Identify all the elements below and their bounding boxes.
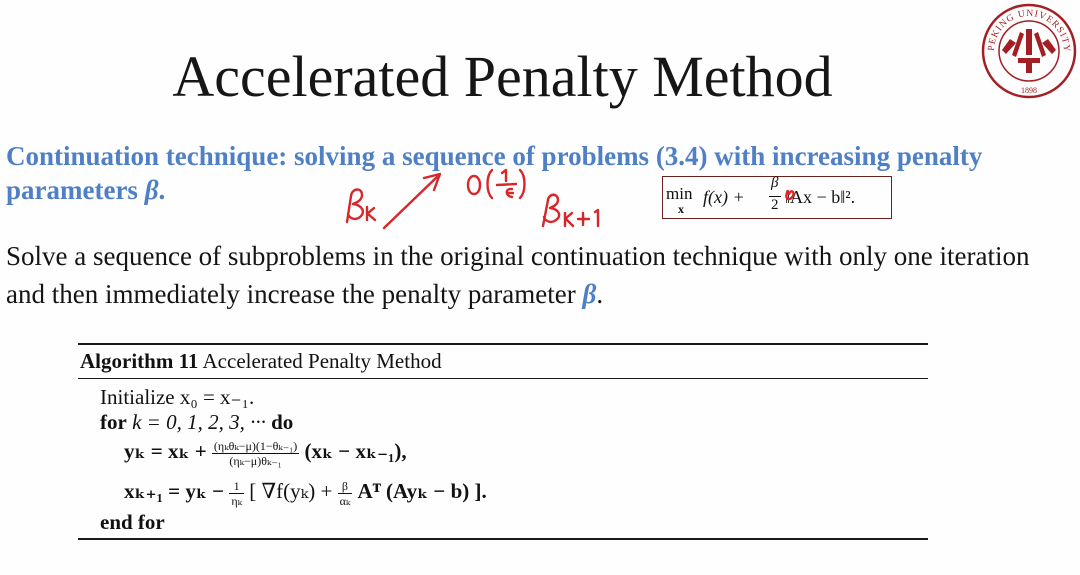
x-update-fraction-1: $\frac{1}{\text{ηₖ}}$ (231, 478, 242, 508)
logo-arc-text: PEKING UNIVERSITY (986, 8, 1072, 53)
handwritten-beta-k1 (543, 195, 559, 226)
algorithm-init-line: Initialize x₀ = x₋₁. (100, 385, 255, 409)
y-update-fraction: $\frac{\text{(ηₖθₖ−μ)(1−θₖ₋₁)}}{\text{(ηₖ−μ)θₖ₋₁}}$ (213, 438, 298, 468)
handwritten-arrow (384, 176, 438, 228)
beta-symbol: β (144, 175, 159, 205)
algorithm-bottom-rule (78, 538, 928, 540)
formula-min: min (666, 184, 693, 203)
formula-right: ‖Ax − b‖². (785, 187, 856, 207)
logo-year: 1898 (1021, 86, 1037, 95)
formula-min-subscript: x (678, 202, 684, 216)
handwritten-o-epsilon (468, 176, 480, 194)
body-paragraph: Solve a sequence of subproblems in the original continuation technique with only one iteration and then immediately increase the penalty parameter β. (6, 241, 1030, 309)
formula-frac-den: 2 (771, 197, 779, 213)
handwritten-beta-k (347, 189, 363, 222)
beta-symbol-body: β (582, 279, 597, 309)
slide-title: Accelerated Penalty Method (172, 44, 833, 109)
algorithm-x-update: xₖ₊₁ = yₖ − $\frac{1}{\text{ηₖ}}$ [ ∇f(yₖ) + $\frac{\beta}{\text{αₖ}}$ Aᵀ (Ayₖ − b) ]. (124, 478, 487, 508)
algorithm-top-rule (78, 343, 928, 345)
algorithm-y-update: yₖ = xₖ + $\frac{\text{(ηₖθₖ−μ)(1−θₖ₋₁)}}{\text{(ηₖ−μ)θₖ₋₁}}$ (xₖ − xₖ₋₁), (124, 438, 407, 468)
x-update-fraction-2: $\frac{\beta}{\text{αₖ}}$ (339, 478, 351, 508)
algorithm-for-line: for k = 0, 1, 2, 3, ··· do (100, 410, 294, 434)
algorithm-end-line: end for (100, 510, 165, 534)
algorithm-mid-rule (78, 378, 928, 379)
algorithm-header: Algorithm 11 Accelerated Penalty Method (80, 349, 442, 373)
formula-frac-num: β (771, 175, 779, 191)
formula-left: f(x) + (703, 187, 745, 207)
continuation-statement: Continuation technique: solving a sequence of problems (3.4) with increasing penalty parameters β. (6, 141, 983, 205)
